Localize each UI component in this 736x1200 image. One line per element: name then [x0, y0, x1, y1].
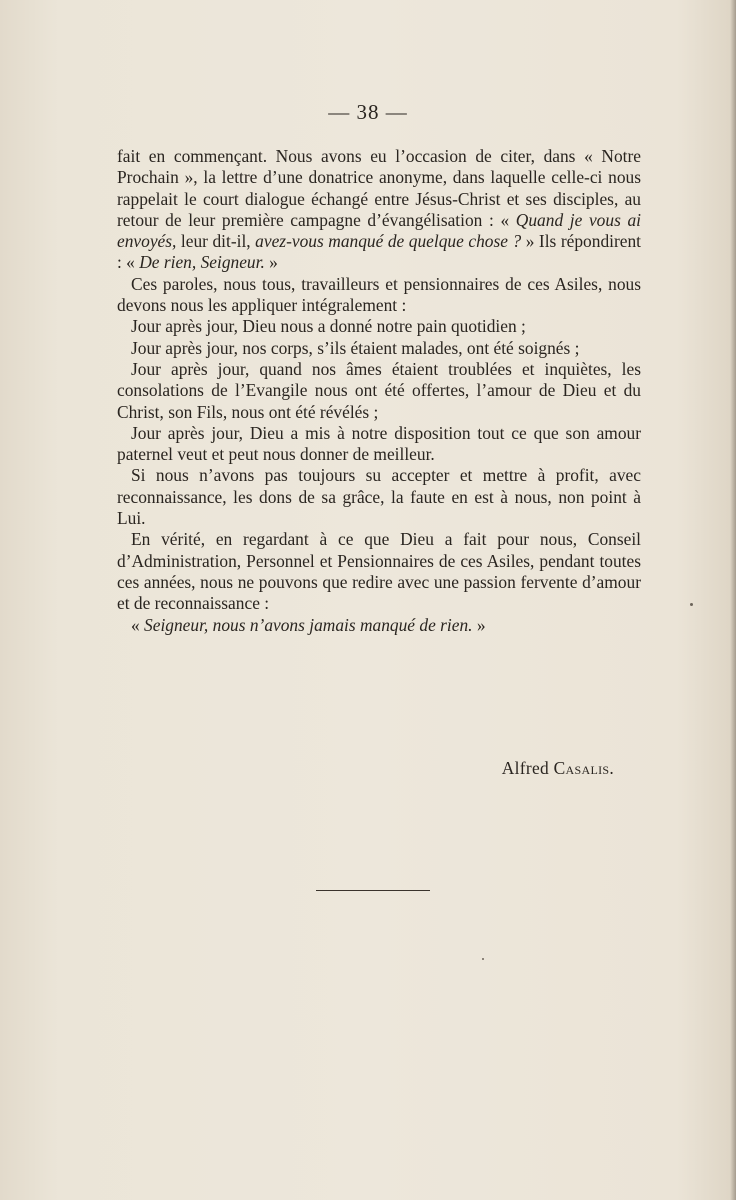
- quote-manque: avez-vous manqué de quelque chose ?: [255, 231, 522, 252]
- signature-last-name: Casalis.: [553, 758, 614, 778]
- paragraph-1: [117, 146, 641, 274]
- paragraph-1-text-d: »: [264, 252, 278, 273]
- paragraph-2: Ces paroles, nous tous, travailleurs et pensionnaires de ces Asiles, nous devons nous les appliquer intégralement :: [117, 273, 641, 316]
- paragraph-6: Jour après jour, Dieu a mis à notre disposition tout ce que son amour paternel veut et peut nous donner de meilleur.: [117, 422, 641, 465]
- quote-envoyes: Quand je vous ai envoyés,: [117, 209, 641, 252]
- paragraph-3: Jour après jour, Dieu nous a donné notre pain quotidien ;: [131, 316, 526, 337]
- paragraph-5: Jour après jour, quand nos âmes étaient troublées et inquiètes, les consolations de l’Evangile nous ont été offertes, l’amour de Dieu et du Christ, son Fils, nous ont été révélés ;: [117, 358, 641, 422]
- signature-first-name: Alfred: [501, 758, 554, 778]
- paragraph-1-text-c: » Ils répondirent : «: [117, 231, 642, 273]
- paragraph-4: Jour après jour, nos corps, s’ils étaient malades, ont été soignés ;: [131, 337, 580, 358]
- quote-jamais-manque: Seigneur, nous n’avons jamais manqué de rien.: [144, 614, 473, 635]
- paragraph-9: [117, 615, 641, 636]
- quote-de-rien: De rien, Seigneur.: [139, 252, 265, 273]
- paper-speck: [482, 958, 484, 960]
- page-number: — 38 —: [328, 100, 408, 124]
- signature: [502, 758, 614, 779]
- paragraph-8: En vérité, en regardant à ce que Dieu a fait pour nous, Conseil d’Administration, Personnel et Pensionnaires de ces Asiles, pendant toutes ces années, nous ne pouvons que redire avec une passion fervente d’amour et de reconnaissance :: [117, 529, 641, 614]
- paragraph-1-text-b: leur dit-il,: [176, 231, 256, 252]
- closing-rule: [316, 890, 430, 891]
- paper-speck: [690, 603, 693, 606]
- body-text: [117, 146, 641, 636]
- paragraph-1-text-a: fait en commençant. Nous avons eu l’occasion de citer, dans « Notre Prochain », la lettre d’une donatrice anonyme, dans laquelle celle-ci nous rappelait le court dialogue échangé entre Jésus-Christ et ses disciples, au retour de leur première campagne d’évangélisation : «: [117, 146, 641, 230]
- paragraph-9-close: »: [472, 614, 486, 635]
- page-edge-shadow: [730, 0, 736, 1200]
- paragraph-9-open: «: [131, 614, 145, 635]
- paragraph-7: Si nous n’avons pas toujours su accepter et mettre à profit, avec reconnaissance, les dons de sa grâce, la faute en est à nous, non point à Lui.: [117, 465, 641, 529]
